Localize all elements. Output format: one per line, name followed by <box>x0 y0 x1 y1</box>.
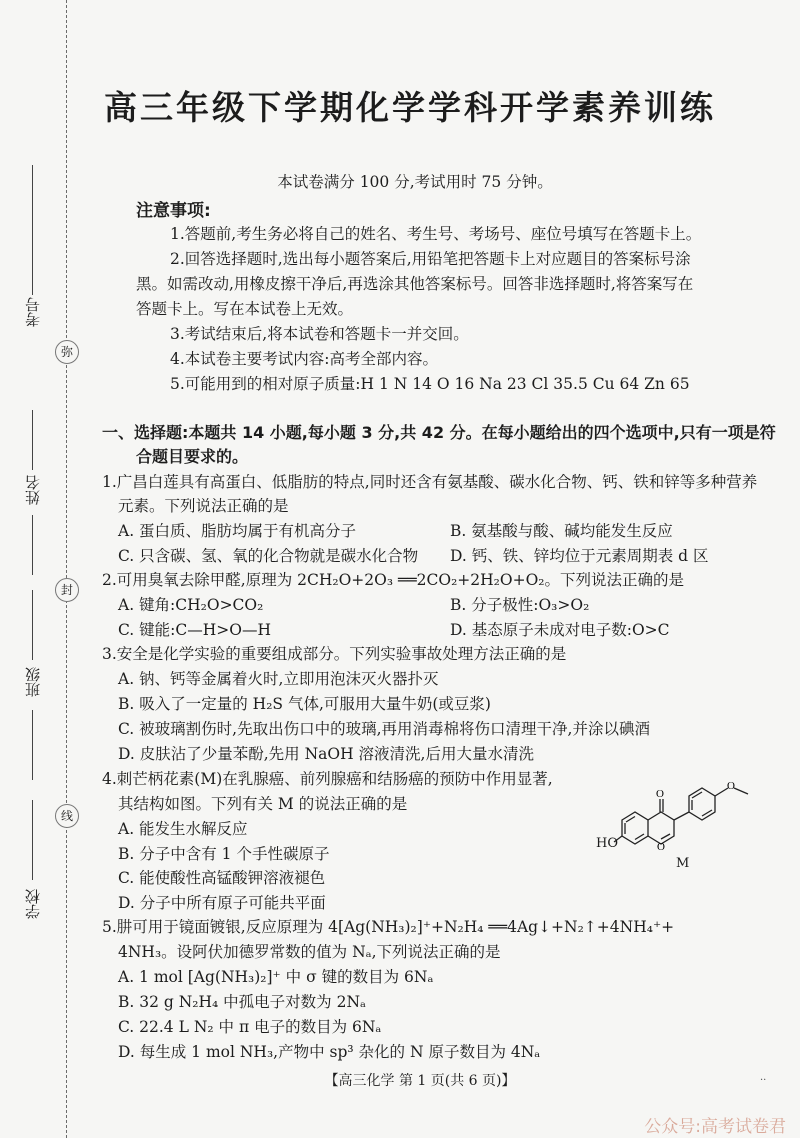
question-5-option-c: C. 22.4 L N₂ 中 π 电子的数目为 6Nₐ <box>118 1018 382 1036</box>
name-line-lower <box>32 515 33 575</box>
carbonyl-oxygen-label: O <box>656 788 664 800</box>
molecule-label: M <box>676 856 690 871</box>
pyranone-ring <box>648 812 674 844</box>
exam-meta: 本试卷满分 100 分,考试用时 75 分钟。 <box>277 173 553 191</box>
note-line: 5.可能用到的相对原子质量:H 1 N 14 O 16 Na 23 Cl 35.5 Cu 64 Zn 65 <box>170 375 690 393</box>
name-line <box>32 410 33 470</box>
question-4-option-c: C. 能使酸性高锰酸钾溶液褪色 <box>118 869 326 887</box>
watermark: 公众号:高考试卷君 <box>644 1117 786 1137</box>
seal-char-mi: 弥 <box>55 340 79 364</box>
question-3-option-b: B. 吸入了一定量的 H₂S 气体,可服用大量牛奶(或豆浆) <box>118 695 491 713</box>
question-4-stem-cont: 其结构如图。下列有关 M 的说法正确的是 <box>118 795 408 813</box>
question-5-option-b: B. 32 g N₂H₄ 中孤电子对数为 2Nₐ <box>118 993 367 1011</box>
question-4-option-d: D. 分子中所有原子可能共平面 <box>118 894 326 912</box>
question-2-option-a: A. 键角:CH₂O>CO₂ <box>118 596 264 614</box>
methoxy-oxygen-label: O <box>727 780 735 792</box>
question-5-stem: 5.肼可用于镜面镀银,反应原理为 4[Ag(NH₃)₂]⁺+N₂H₄ ══4Ag↓+N₂↑+4NH₄⁺+ <box>102 918 675 936</box>
question-2-option-b: B. 分子极性:O₃>O₂ <box>450 596 590 614</box>
class-label: 班级 <box>24 667 42 697</box>
question-2-stem: 2.可用臭氧去除甲醛,原理为 2CH₂O+2O₃ ══2CO₂+2H₂O+O₂。下列说法正确的是 <box>102 571 685 589</box>
section-heading: 一、选择题:本题共 14 小题,每小题 3 分,共 42 分。在每小题给出的四个选项中,只有一项是符 <box>102 423 776 442</box>
question-5-stem-cont: 4NH₃。设阿伏加德罗常数的值为 Nₐ,下列说法正确的是 <box>118 943 501 961</box>
note-line: 1.答题前,考生务必将自己的姓名、考生号、考场号、座位号填写在答题卡上。 <box>170 225 702 243</box>
question-2-option-c: C. 键能:C—H>O—H <box>118 621 271 639</box>
methoxyphenyl-ring <box>689 788 715 820</box>
seal-char-xian: 线 <box>55 804 79 828</box>
molecule-ho-label: HO <box>596 836 618 851</box>
footer-dots: ·· <box>760 1075 767 1086</box>
school-label: 学校 <box>24 889 42 919</box>
question-3-stem: 3.安全是化学实验的重要组成部分。下列实验事故处理方法正确的是 <box>102 645 567 663</box>
question-3-option-a: A. 钠、钙等金属着火时,立即用泡沫灭火器扑灭 <box>118 670 439 688</box>
question-2-option-d: D. 基态原子未成对电子数:O>C <box>450 621 670 639</box>
question-1-stem: 1.广昌白莲具有高蛋白、低脂肪的特点,同时还含有氨基酸、碳水化合物、钙、铁和锌等多种营养 <box>102 473 758 491</box>
question-1-option-d: D. 钙、铁、锌均位于元素周期表 d 区 <box>450 547 709 565</box>
exam-title: 高三年级下学期化学学科开学素养训练 <box>104 88 716 127</box>
seal-char-feng: 封 <box>55 578 79 602</box>
question-3-option-d: D. 皮肤沾了少量苯酚,先用 NaOH 溶液清洗,后用大量水清洗 <box>118 745 534 763</box>
question-4-option-b: B. 分子中含有 1 个手性碳原子 <box>118 845 330 863</box>
section-heading-cont: 合题目要求的。 <box>136 447 249 466</box>
question-5-option-a: A. 1 mol [Ag(NH₃)₂]⁺ 中 σ 键的数目为 6Nₐ <box>118 968 434 986</box>
notes-heading: 注意事项: <box>136 201 211 221</box>
question-1-option-b: B. 氨基酸与酸、碱均能发生反应 <box>450 522 673 540</box>
school-line <box>32 800 33 880</box>
exam-number-label: 考号 <box>24 297 42 327</box>
class-line <box>32 590 33 660</box>
question-5-option-d: D. 每生成 1 mol NH₃,产物中 sp³ 杂化的 N 原子数目为 4Nₐ <box>118 1043 541 1061</box>
note-line: 黑。如需改动,用橡皮擦干净后,再选涂其他答案标号。回答非选择题时,将答案写在 <box>136 275 694 293</box>
question-1-stem-cont: 元素。下列说法正确的是 <box>118 497 289 515</box>
question-1-option-c: C. 只含碳、氢、氧的化合物就是碳水化合物 <box>118 547 419 565</box>
note-line: 3.考试结束后,将本试卷和答题卡一并交回。 <box>170 325 469 343</box>
page-footer: 【高三化学 第 1 页(共 6 页)】 <box>324 1073 516 1089</box>
note-line: 答题卡上。写在本试卷上无效。 <box>136 300 354 318</box>
name-label: 姓名 <box>24 475 42 505</box>
ring-oxygen-label: O <box>657 841 665 853</box>
question-1-option-a: A. 蛋白质、脂肪均属于有机高分子 <box>118 522 357 540</box>
class-line-lower <box>32 710 33 780</box>
note-line: 2.回答选择题时,选出每小题答案后,用铅笔把答题卡上对应题目的答案标号涂 <box>170 250 691 268</box>
note-line: 4.本试卷主要考试内容:高考全部内容。 <box>170 350 439 368</box>
question-4-stem: 4.刺芒柄花素(M)在乳腺癌、前列腺癌和结肠癌的预防中作用显著, <box>102 770 553 788</box>
question-3-option-c: C. 被玻璃割伤时,先取出伤口中的玻璃,再用消毒棉将伤口清理干净,并涂以碘酒 <box>118 720 650 738</box>
question-4-option-a: A. 能发生水解反应 <box>118 820 248 838</box>
